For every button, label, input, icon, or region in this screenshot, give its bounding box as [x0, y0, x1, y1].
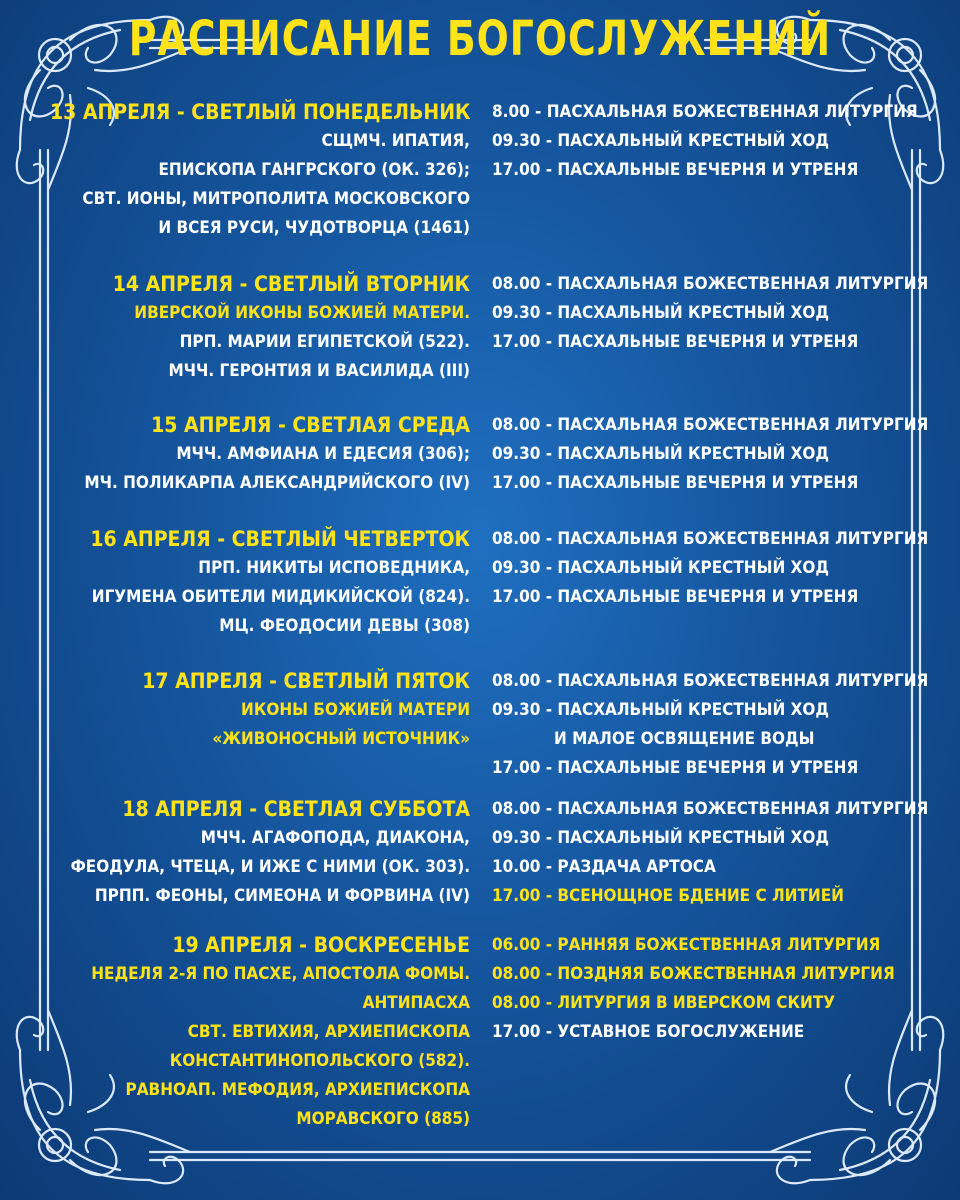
- commemoration-line: И ВСЕЯ РУСИ, ЧУДОТВОРЦА (1461): [158, 218, 470, 238]
- service-list: [492, 795, 929, 911]
- service-list: [492, 411, 929, 498]
- day-description: [50, 411, 470, 498]
- day-header: 16 АПРЕЛЯ - СВЕТЛЫЙ ЧЕТВЕРТОК: [90, 527, 470, 551]
- commemoration-line: СЩМЧ. ИПАТИЯ,: [321, 131, 470, 151]
- commemoration-line: ИВЕРСКОЙ ИКОНЫ БОЖИЕЙ МАТЕРИ.: [134, 303, 470, 323]
- day-description: [50, 98, 470, 243]
- commemoration-line: АНТИПАСХА: [362, 993, 470, 1013]
- service-item: 17.00 - ПАСХАЛЬНЫЕ ВЕЧЕРНЯ И УТРЕНЯ: [492, 332, 859, 352]
- commemoration-line: РАВНОАП. МЕФОДИЯ, АРХИЕПИСКОПА: [125, 1080, 470, 1100]
- commemoration-line: ИГУМЕНА ОБИТЕЛИ МИДИКИЙСКОЙ (824).: [91, 587, 470, 607]
- page-title: РАСПИСАНИЕ БОГОСЛУЖЕНИЙ: [128, 10, 832, 67]
- commemoration-line: КОНСТАНТИНОПОЛЬСКОГО (582).: [169, 1051, 470, 1071]
- commemoration-line: ЕПИСКОПА ГАНГРСКОГО (ОК. 326);: [158, 160, 470, 180]
- day-description: [50, 931, 470, 1134]
- service-item: И МАЛОЕ ОСВЯЩЕНИЕ ВОДЫ: [554, 729, 815, 749]
- service-item: 17.00 - ПАСХАЛЬНЫЕ ВЕЧЕРНЯ И УТРЕНЯ: [492, 473, 859, 493]
- commemoration-line: ИКОНЫ БОЖИЕЙ МАТЕРИ: [241, 700, 470, 720]
- day-header: 14 АПРЕЛЯ - СВЕТЛЫЙ ВТОРНИК: [112, 272, 470, 296]
- service-item: 08.00 - ПАСХАЛЬНАЯ БОЖЕСТВЕННАЯ ЛИТУРГИЯ: [492, 671, 929, 691]
- day-header: 19 АПРЕЛЯ - ВОСКРЕСЕНЬЕ: [172, 933, 470, 957]
- commemoration-line: ФЕОДУЛА, ЧТЕЦА, И ИЖЕ С НИМИ (ОК. 303).: [70, 857, 470, 877]
- service-item: 08.00 - ПАСХАЛЬНАЯ БОЖЕСТВЕННАЯ ЛИТУРГИЯ: [492, 274, 929, 294]
- commemoration-line: ПРПП. ФЕОНЫ, СИМЕОНА И ФОРВИНА (IV): [94, 886, 470, 906]
- service-item: 06.00 - РАННЯЯ БОЖЕСТВЕННАЯ ЛИТУРГИЯ: [492, 935, 881, 955]
- day-header: 15 АПРЕЛЯ - СВЕТЛАЯ СРЕДА: [151, 413, 470, 437]
- service-item: 17.00 - УСТАВНОЕ БОГОСЛУЖЕНИЕ: [492, 1022, 805, 1042]
- service-item: 08.00 - ПАСХАЛЬНАЯ БОЖЕСТВЕННАЯ ЛИТУРГИЯ: [492, 799, 929, 819]
- commemoration-line: ПРП. МАРИИ ЕГИПЕТСКОЙ (522).: [179, 332, 470, 352]
- day-header: 18 АПРЕЛЯ - СВЕТЛАЯ СУББОТА: [122, 797, 470, 821]
- service-list: [492, 931, 912, 1047]
- commemoration-line: ПРП. НИКИТЫ ИСПОВЕДНИКА,: [198, 558, 470, 578]
- service-list: [492, 525, 929, 612]
- service-item: 08.00 - ПОЗДНЯЯ БОЖЕСТВЕННАЯ ЛИТУРГИЯ: [492, 964, 895, 984]
- day-header: 17 АПРЕЛЯ - СВЕТЛЫЙ ПЯТОК: [142, 669, 470, 693]
- service-item: 17.00 - ПАСХАЛЬНЫЕ ВЕЧЕРНЯ И УТРЕНЯ: [492, 758, 859, 778]
- commemoration-line: МЧЧ. АГАФОПОДА, ДИАКОНА,: [200, 828, 470, 848]
- commemoration-line: МЧЧ. АМФИАНА И ЕДЕСИЯ (306);: [176, 444, 470, 464]
- day-description: [50, 525, 470, 641]
- service-list: [492, 270, 929, 357]
- service-item: 17.00 - ВСЕНОЩНОЕ БДЕНИЕ С ЛИТИЕЙ: [492, 886, 844, 906]
- commemoration-line: МЧЧ. ГЕРОНТИЯ И ВАСИЛИДА (III): [168, 361, 470, 381]
- service-item: 8.00 - ПАСХАЛЬНАЯ БОЖЕСТВЕННАЯ ЛИТУРГИЯ: [492, 102, 918, 122]
- day-description: [50, 795, 470, 911]
- commemoration-line: СВТ. ИОНЫ, МИТРОПОЛИТА МОСКОВСКОГО: [82, 189, 470, 209]
- day-description: [50, 667, 470, 754]
- service-list: [492, 98, 918, 185]
- service-item: 09.30 - ПАСХАЛЬНЫЙ КРЕСТНЫЙ ХОД: [492, 558, 829, 578]
- service-item: 17.00 - ПАСХАЛЬНЫЕ ВЕЧЕРНЯ И УТРЕНЯ: [492, 587, 859, 607]
- day-header: 13 АПРЕЛЯ - СВЕТЛЫЙ ПОНЕДЕЛЬНИК: [50, 100, 471, 124]
- service-item: 08.00 - ПАСХАЛЬНАЯ БОЖЕСТВЕННАЯ ЛИТУРГИЯ: [492, 529, 929, 549]
- day-description: [50, 270, 470, 386]
- commemoration-line: МЦ. ФЕОДОСИИ ДЕВЫ (308): [219, 616, 470, 636]
- service-item: 08.00 - ЛИТУРГИЯ В ИВЕРСКОМ СКИТУ: [492, 993, 836, 1013]
- service-item: 09.30 - ПАСХАЛЬНЫЙ КРЕСТНЫЙ ХОД: [492, 828, 829, 848]
- service-item: 09.30 - ПАСХАЛЬНЫЙ КРЕСТНЫЙ ХОД: [492, 131, 829, 151]
- commemoration-line: МЧ. ПОЛИКАРПА АЛЕКСАНДРИЙСКОГО (IV): [84, 473, 470, 493]
- service-item: 09.30 - ПАСХАЛЬНЫЙ КРЕСТНЫЙ ХОД: [492, 444, 829, 464]
- service-item: 08.00 - ПАСХАЛЬНАЯ БОЖЕСТВЕННАЯ ЛИТУРГИЯ: [492, 415, 929, 435]
- commemoration-line: СВТ. ЕВТИХИЯ, АРХИЕПИСКОПА: [187, 1022, 470, 1042]
- service-item: 09.30 - ПАСХАЛЬНЫЙ КРЕСТНЫЙ ХОД: [492, 303, 829, 323]
- service-item: 17.00 - ПАСХАЛЬНЫЕ ВЕЧЕРНЯ И УТРЕНЯ: [492, 160, 859, 180]
- commemoration-line: МОРАВСКОГО (885): [296, 1109, 470, 1129]
- service-item: 10.00 - РАЗДАЧА АРТОСА: [492, 857, 716, 877]
- service-list: [492, 667, 929, 783]
- commemoration-line: «ЖИВОНОСНЫЙ ИСТОЧНИК»: [212, 729, 470, 749]
- commemoration-line: НЕДЕЛЯ 2-Я ПО ПАСХЕ, АПОСТОЛА ФОМЫ.: [91, 964, 470, 984]
- service-item: 09.30 - ПАСХАЛЬНЫЙ КРЕСТНЫЙ ХОД: [492, 700, 829, 720]
